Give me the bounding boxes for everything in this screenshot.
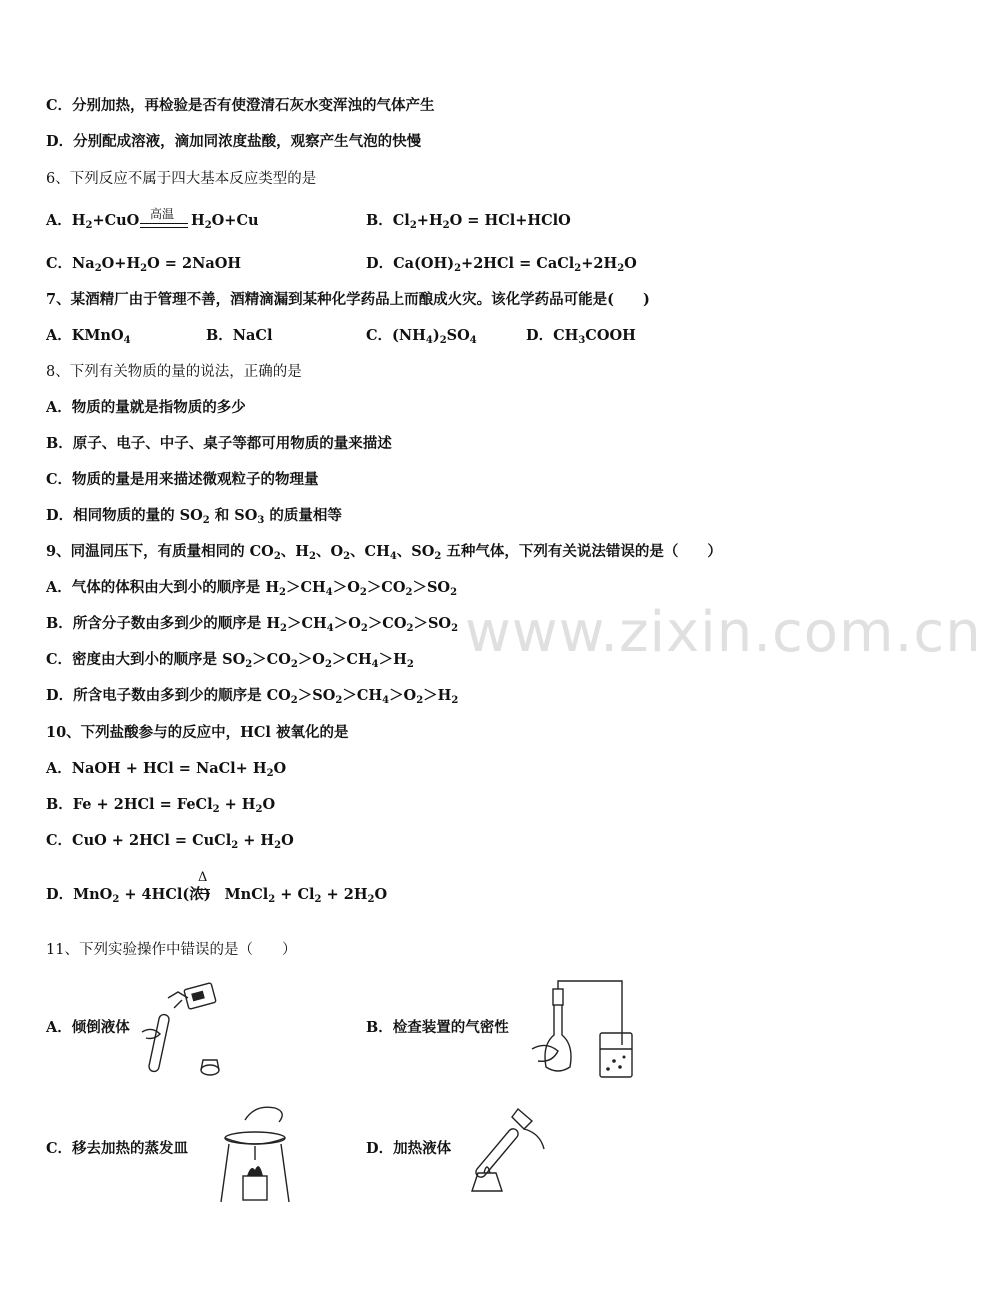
q5-option-d: D．分别配成溶液，滴加同浓度盐酸，观察产生气泡的快慢 xyxy=(46,133,422,150)
q7-stem: 7、某酒精厂由于管理不善，酒精滴漏到某种化学药品上而酿成火灾。该化学药品可能是( ) xyxy=(46,291,650,308)
q6-equals-arrow xyxy=(140,223,188,228)
q8-option-d: D．相同物质的量的 $SO_2$ 和 $SO_3$ 的质量相等 xyxy=(46,507,342,526)
q9-option-d: D．所含电子数由多到少的顺序是 $CO_2>SO_2>CH_4>O_2>H_2$ xyxy=(46,687,459,706)
q10-equals-sign xyxy=(198,889,210,894)
q10-stem: 10、下列盐酸参与的反应中，HCl 被氧化的是 xyxy=(46,724,349,741)
q9-option-c: C．密度由大到小的顺序是 $SO_2>CO_2>O_2>CH_4>H_2$ xyxy=(46,651,414,670)
q7-option-a: A．KMnO$_4$ xyxy=(46,327,131,346)
q7-option-d: D．$CH_3COOH$ xyxy=(526,327,636,346)
watermark: www.zixin.com.cn xyxy=(465,600,982,665)
q11-option-b: B．检查装置的气密性 xyxy=(366,1019,509,1036)
q6-condition-label: 高温 xyxy=(150,207,175,221)
q10-option-d: D．MnO$_2$ + 4HCl(浓) MnCl$_2$ + $Cl_2 + 2H_2O$ xyxy=(46,886,388,905)
pouring-liquid-illustration xyxy=(138,980,228,1080)
q10-heat-symbol: Δ xyxy=(198,870,208,885)
q11-option-d: D．加热液体 xyxy=(366,1140,452,1157)
q6-option-a-products: $H_2O+Cu$ xyxy=(191,212,259,231)
q6-option-a: A．$H_2+CuO$ xyxy=(46,212,140,231)
q11-option-c: C．移去加热的蒸发皿 xyxy=(46,1140,189,1157)
q8-option-a: A．物质的量就是指物质的多少 xyxy=(46,399,246,416)
q6-option-b: B．$Cl_2+H_2O$ = HCl+HClO xyxy=(366,212,571,231)
q7-option-b: B．NaCl xyxy=(206,327,273,344)
heating-liquid-illustration xyxy=(462,1103,552,1198)
q9-option-a: A．气体的体积由大到小的顺序是 $H_2>CH_4>O_2>CO_2>SO_2$ xyxy=(46,579,458,598)
q10-option-c: C．CuO + 2HCl = CuCl$_2$ + $H_2O$ xyxy=(46,832,294,851)
q10-option-a: A．NaOH + HCl = NaCl+ $H_2O$ xyxy=(46,760,287,779)
q9-option-b: B．所含分子数由多到少的顺序是 $H_2>CH_4>O_2>CO_2>SO_2$ xyxy=(46,615,459,634)
q6-option-c: C．$Na_2O+H_2O$ = 2NaOH xyxy=(46,255,242,274)
q11-stem: 11、下列实验操作中错误的是（ ） xyxy=(46,942,297,958)
airtightness-check-illustration xyxy=(528,975,638,1085)
q7-option-c: C．$(NH_4)_2SO_4$ xyxy=(366,327,477,346)
q6-stem: 6、下列反应不属于四大基本反应类型的是 xyxy=(46,171,317,187)
q10-option-b: B．Fe + 2HCl = FeCl$_2$ + $H_2O$ xyxy=(46,796,276,815)
evaporating-dish-illustration xyxy=(215,1100,295,1205)
q8-option-c: C．物质的量是用来描述微观粒子的物理量 xyxy=(46,471,319,488)
q5-option-c: C．分别加热，再检验是否有使澄清石灰水变浑浊的气体产生 xyxy=(46,97,435,114)
q8-option-b: B．原子、电子、中子、桌子等都可用物质的量来描述 xyxy=(46,435,392,452)
q8-stem: 8、下列有关物质的量的说法，正确的是 xyxy=(46,364,302,380)
q6-option-d: D．$Ca(OH)_2+2HCl$ = $CaCl_2+2H_2O$ xyxy=(366,255,637,274)
q11-option-a: A．倾倒液体 xyxy=(46,1019,130,1036)
q9-stem: 9、同温同压下，有质量相同的 $CO_2$、$H_2$、$O_2$、$CH_4$、$SO_2$ 五种气体，下列有关说法错误的是（ ） xyxy=(46,543,722,562)
